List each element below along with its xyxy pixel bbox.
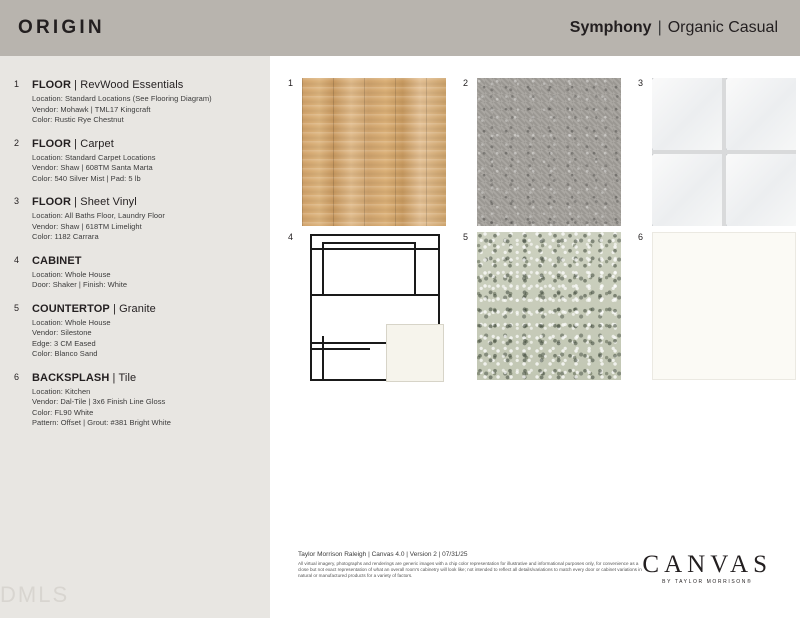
sample-tile-5 xyxy=(463,232,621,380)
spec-category: CABINET xyxy=(32,254,82,267)
spec-item xyxy=(14,371,260,429)
tile-chip-overlay xyxy=(386,324,444,382)
marble-grout-seam xyxy=(652,150,796,154)
cabinet-line xyxy=(322,242,416,244)
spec-detail-line: Color: FL90 White xyxy=(32,407,94,417)
swatch-marble-sheet-vinyl xyxy=(652,78,796,226)
spec-item xyxy=(14,302,260,360)
canvas-logo-subtitle: BY TAYLOR MORRISON® xyxy=(662,579,753,585)
cabinet-line xyxy=(310,234,439,236)
spec-detail-line: Location: Standard Carpet Locations xyxy=(32,152,156,162)
style-name: Organic Casual xyxy=(667,19,778,36)
spec-item xyxy=(14,254,260,291)
spec-title xyxy=(32,195,260,209)
spec-number: 6 xyxy=(14,371,20,382)
swatch-granite-countertop xyxy=(477,232,621,380)
spec-separator: | xyxy=(71,79,81,91)
spec-panel xyxy=(0,56,270,618)
spec-separator: | xyxy=(71,196,81,208)
spec-separator: | xyxy=(109,371,119,384)
spec-title xyxy=(32,371,260,385)
cabinet-line xyxy=(414,242,416,294)
spec-title xyxy=(32,137,260,151)
spec-number: 3 xyxy=(14,196,20,206)
spec-detail-line: Vendor: Dal-Tile | 3x6 Finish Line Gloss xyxy=(32,397,166,406)
spec-separator: | xyxy=(109,302,120,315)
footer-text-block xyxy=(298,550,648,580)
sample-tile-1 xyxy=(288,78,446,226)
canvas-logo-word: CANVAS xyxy=(642,551,772,578)
spec-title xyxy=(32,254,260,268)
marble-tile xyxy=(726,78,796,150)
spec-name: Tile xyxy=(118,371,137,384)
swatch-cabinet-elevation-drawing xyxy=(302,232,446,380)
cabinet-line xyxy=(322,242,324,294)
sample-tile-6 xyxy=(638,232,796,380)
marble-tile xyxy=(652,154,722,226)
spec-detail-line: Door: Shaker | Finish: White xyxy=(32,280,128,289)
spec-detail-line: Vendor: Shaw | 608TM Santa Marta xyxy=(32,163,153,172)
spec-detail-line: Location: Whole House xyxy=(32,317,111,327)
spec-detail-line: Pattern: Offset | Grout: #381 Bright White xyxy=(32,418,171,427)
cabinet-line xyxy=(310,348,370,350)
spec-detail-line: Vendor: Silestone xyxy=(32,328,92,337)
sample-number: 4 xyxy=(288,232,294,242)
sample-number: 2 xyxy=(463,78,469,88)
sample-tile-4 xyxy=(288,232,446,380)
sample-number: 5 xyxy=(463,232,469,242)
spec-detail-line: Location: Standard Locations (See Flooring Diagram) xyxy=(32,94,212,103)
brand-logo: ORIGIN xyxy=(18,17,105,38)
page-header xyxy=(0,0,800,56)
spec-detail-line: Color: 540 Silver Mist | Pad: 5 lb xyxy=(32,173,141,183)
spec-number: 4 xyxy=(14,254,20,265)
sample-number: 6 xyxy=(638,232,644,242)
swatch-wood-plank-floor xyxy=(302,78,446,226)
spec-detail-line: Location: All Baths Floor, Laundry Floor xyxy=(32,211,165,220)
spec-title xyxy=(32,78,260,92)
spec-number: 5 xyxy=(14,302,20,313)
spec-detail-line: Color: Rustic Rye Chestnut xyxy=(32,115,124,124)
page-footer xyxy=(270,550,790,604)
spec-number: 2 xyxy=(14,137,20,148)
collection-title xyxy=(570,19,778,37)
spec-category: FLOOR xyxy=(32,196,71,208)
spec-detail-line: Vendor: Mohawk | TML17 Kingcraft xyxy=(32,104,151,114)
marble-tile xyxy=(726,154,796,226)
sample-tile-3 xyxy=(638,78,796,226)
watermark-text: DMLS xyxy=(0,582,70,607)
title-divider: | xyxy=(657,19,662,36)
sample-number: 1 xyxy=(288,78,294,88)
spec-category: FLOOR xyxy=(32,79,71,91)
spec-title xyxy=(32,302,260,316)
spec-category: COUNTERTOP xyxy=(32,302,110,315)
marble-tile xyxy=(652,78,722,150)
spec-detail-line: Vendor: Shaw | 618TM Limelight xyxy=(32,221,142,231)
spec-name: Granite xyxy=(119,302,156,315)
spec-name: Carpet xyxy=(80,137,114,150)
spec-number: 1 xyxy=(14,79,20,89)
footer-meta-line: Taylor Morrison Raleigh | Canvas 4.0 | Version 2 | 07/31/25 xyxy=(298,551,468,558)
spec-item xyxy=(14,195,260,243)
spec-detail-line: Location: Whole House xyxy=(32,269,111,279)
spec-name: RevWood Essentials xyxy=(80,79,184,91)
spec-list xyxy=(14,78,260,440)
spec-item xyxy=(14,78,260,126)
spec-detail-line: Color: 1182 Carrara xyxy=(32,232,99,241)
collection-name: Symphony xyxy=(569,19,652,36)
spec-category: BACKSPLASH xyxy=(32,371,110,384)
spec-separator: | xyxy=(71,137,81,150)
cabinet-line xyxy=(310,234,312,380)
swatch-grey-carpet xyxy=(477,78,621,226)
spec-item xyxy=(14,137,260,185)
spec-category: FLOOR xyxy=(32,137,71,150)
sample-number: 3 xyxy=(638,78,644,88)
cabinet-line xyxy=(310,294,439,296)
spec-detail-line: Color: Blanco Sand xyxy=(32,349,98,358)
footer-disclaimer: All virtual imagery, photographs and renderings are generic images with a chip color representation for illustrative and informational purposes only, for convenience as a close but not exact representation of what an overall room's cabinetry will look like; not intended to reflect all details/variations to match every door or cabinet variations in natural or manufactured products for a variety of factors. xyxy=(298,561,642,579)
swatch-white-gloss-tile xyxy=(652,232,796,380)
spec-detail-line: Location: Kitchen xyxy=(32,386,91,396)
sample-grid xyxy=(270,56,800,618)
cabinet-line xyxy=(310,248,439,250)
canvas-logo xyxy=(642,552,772,585)
spec-name: Sheet Vinyl xyxy=(80,196,137,208)
sample-tile-2 xyxy=(463,78,621,226)
spec-detail-line: Edge: 3 CM Eased xyxy=(32,338,96,348)
